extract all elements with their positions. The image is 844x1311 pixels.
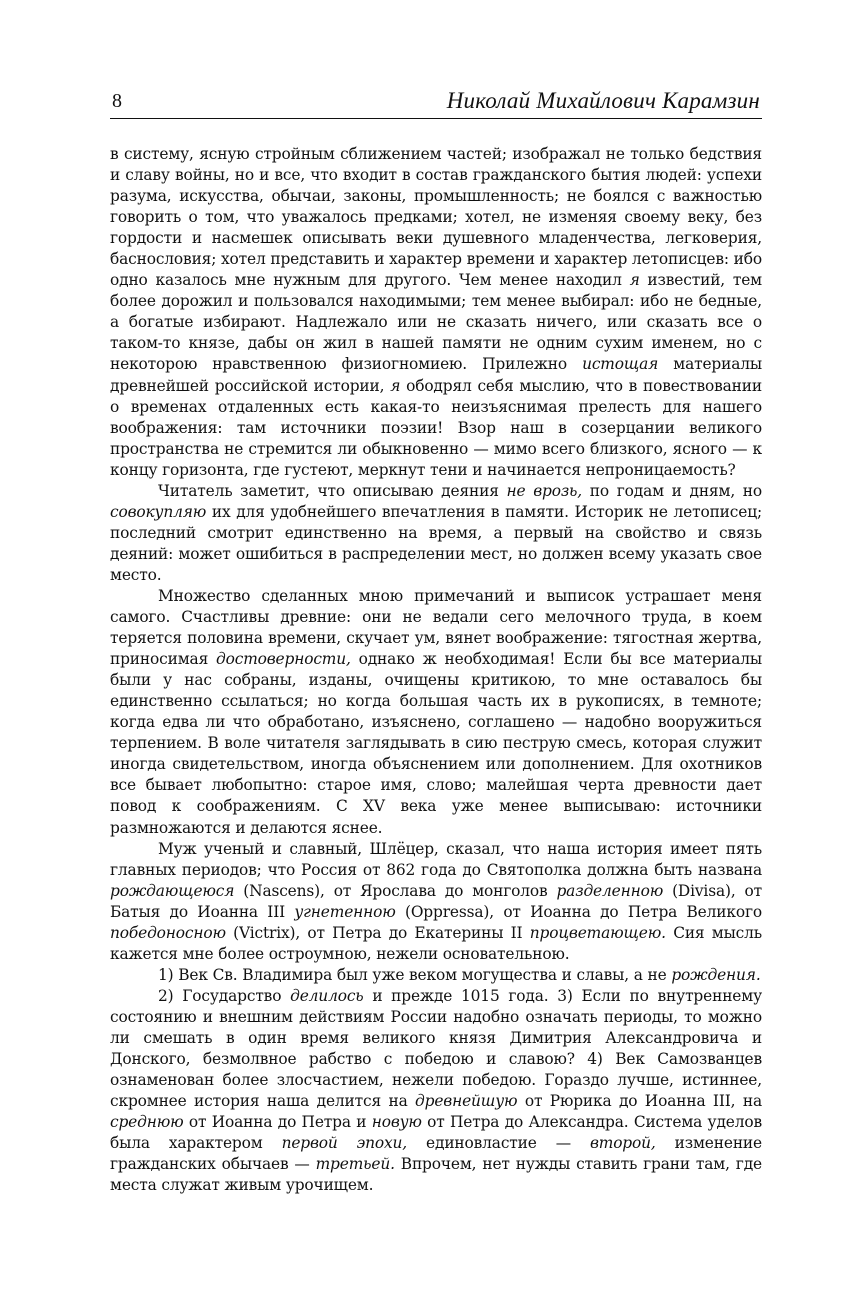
italic-text: второй, [589, 1134, 656, 1153]
running-title: Николай Михайлович Карамзин [446, 88, 760, 113]
text-run: от Петра до Александра. Система уделов была характером [110, 1113, 763, 1153]
text-run: их для удобнейшего впечатления в памяти. Историк не летописец; последний смотрит единственно на время, а первый на свойство и связь деяний: может ошибиться в распределении мест, но должен всему указать свое место. [110, 502, 762, 584]
italic-text: первой эпохи, [281, 1134, 408, 1153]
text-run: (Divisa), от Батыя до Иоанна III [110, 881, 762, 921]
page-number: 8 [112, 90, 122, 112]
text-run: однако ж необходимая! Если бы все материалы были у нас собраны, изданы, очищены критикою, то мне оставалось бы единственно ссылаться; но когда большая часть их в рукописях, в темноте; когда едва ли что обработано, изъяснено, соглашено — надобно вооружиться терпением. В воле читателя заглядывать в сию пеструю смесь, которая служит иногда свидетельством, иногда объяснением или дополнением. Для охотников все бывает любопытно: старое имя, слово; малейшая черта древности дает повод к соображениям. С XV века уже менее выписываю: источники размножаются и делаются яснее. [110, 650, 762, 837]
text-run: единовластие — [407, 1134, 590, 1153]
italic-text: победоносною [110, 923, 226, 942]
text-run: от Рюрика до Иоанна III, на [517, 1092, 762, 1111]
paragraph [110, 839, 762, 965]
text-run: Впрочем, нет нужды ставить грани там, где места служат живым урочищем. [110, 1155, 762, 1195]
italic-text: достоверности, [216, 650, 351, 669]
paragraph [110, 965, 762, 986]
italic-text: рождения. [671, 965, 761, 984]
text-run: Множество сделанных мною примечаний и выписок устрашает меня самого. Счастливы древние: они не ведали сего мелочного труда, в коем теряется половина времени, скучает ум, вянет воображение: тягостная жертва, приносимая [110, 586, 762, 669]
italic-text: я [390, 376, 401, 395]
paragraph [110, 986, 762, 1196]
italic-text: разделенною [556, 881, 664, 900]
paragraph [110, 144, 762, 481]
text-run: изменение гражданских обычаев — [110, 1134, 762, 1174]
italic-text: древнейшую [415, 1092, 518, 1111]
italic-text: я [629, 271, 640, 290]
text-run: (Nascens), от Ярослава до монголов [234, 881, 557, 900]
text-run: Сия мысль кажется мне более остроумною, нежели основательною. [110, 923, 763, 963]
italic-text: истощая [582, 355, 659, 374]
italic-text: третьей. [315, 1155, 395, 1174]
italic-text: делилось [290, 986, 364, 1005]
text-run: известий, тем более дорожил и пользовался находимыми; тем менее выбирал: ибо не бедные, а богатые избирают. Надлежало или не сказать ничего, или сказать все о таком-то князе, дабы он жил в нашей памяти не одним сухим именем, но с некоторою нравственною физиогномиею. Прилежно [110, 271, 762, 374]
italic-text: совокупляю [110, 502, 207, 521]
paragraph [110, 586, 762, 839]
italic-text: новую [371, 1113, 422, 1132]
text-run: в систему, ясную стройным сближением частей; изображал не только бедствия и славу войны, но и все, что входит в состав гражданского бытия людей: успехи разума, искусства, обычаи, законы, промышленность; не боялся с важностью говорить о том, что уважалось предками; хотел, не изменяя своему веку, без гордости и насмешек описывать веки душевного младенчества, легковерия, баснословия; хотел представить и характер времени и характер летописцев: ибо одно казалось мне нужным для другого. Чем менее находил [110, 145, 762, 290]
text-run: и прежде 1015 года. 3) Если по внутреннему состоянию и внешним действиям России надобно означать периоды, то можно ли смешать в один время великого князя Димитрия Александровича и Донского, безмолвное рабство с победою и славою? 4) Век Самозванцев ознаменован более злосчастием, нежели победою. Гораздо лучше, истиннее, скромнее история наша делится на [110, 986, 762, 1111]
text-run: по годам и дням, но [582, 481, 763, 500]
italic-text: процветающею. [529, 923, 666, 942]
text-run: Читатель заметит, что описываю деяния [158, 481, 507, 500]
italic-text: рождающеюся [110, 881, 235, 900]
text-run: 1) Век Св. Владимира был уже веком могущества и славы, а не [158, 965, 672, 984]
text-run: (Oppressa), от Иоанна до Петра Великого [395, 902, 762, 921]
body-text [110, 144, 762, 1196]
text-run: материалы древнейшей российской истории, [110, 355, 762, 395]
text-run: Муж ученый и славный, Шлёцер, сказал, что наша история имеет пять главных периодов; что Россия от 862 года до Святополка должна быть названа [110, 839, 762, 879]
italic-text: угнетенною [294, 902, 396, 921]
italic-text: не врозь, [506, 481, 583, 500]
paragraph [110, 481, 762, 586]
text-run: 2) Государство [158, 986, 291, 1005]
text-run: от Иоанна до Петра и [183, 1113, 372, 1132]
text-run: (Victrix), от Петра до Екатерины II [225, 923, 530, 942]
page-header [110, 84, 762, 119]
italic-text: среднюю [110, 1113, 184, 1132]
text-run: ободрял себя мыслию, что в повествовании о временах отдаленных есть какая-то неизъяснимая прелесть для нашего воображения: там источники поэзии! Взор наш в созерцании великого пространства не стремится ли обыкновенно — мимо всего близкого, ясного — к концу горизонта, где густеют, меркнут тени и начинается непроницаемость? [110, 376, 762, 479]
